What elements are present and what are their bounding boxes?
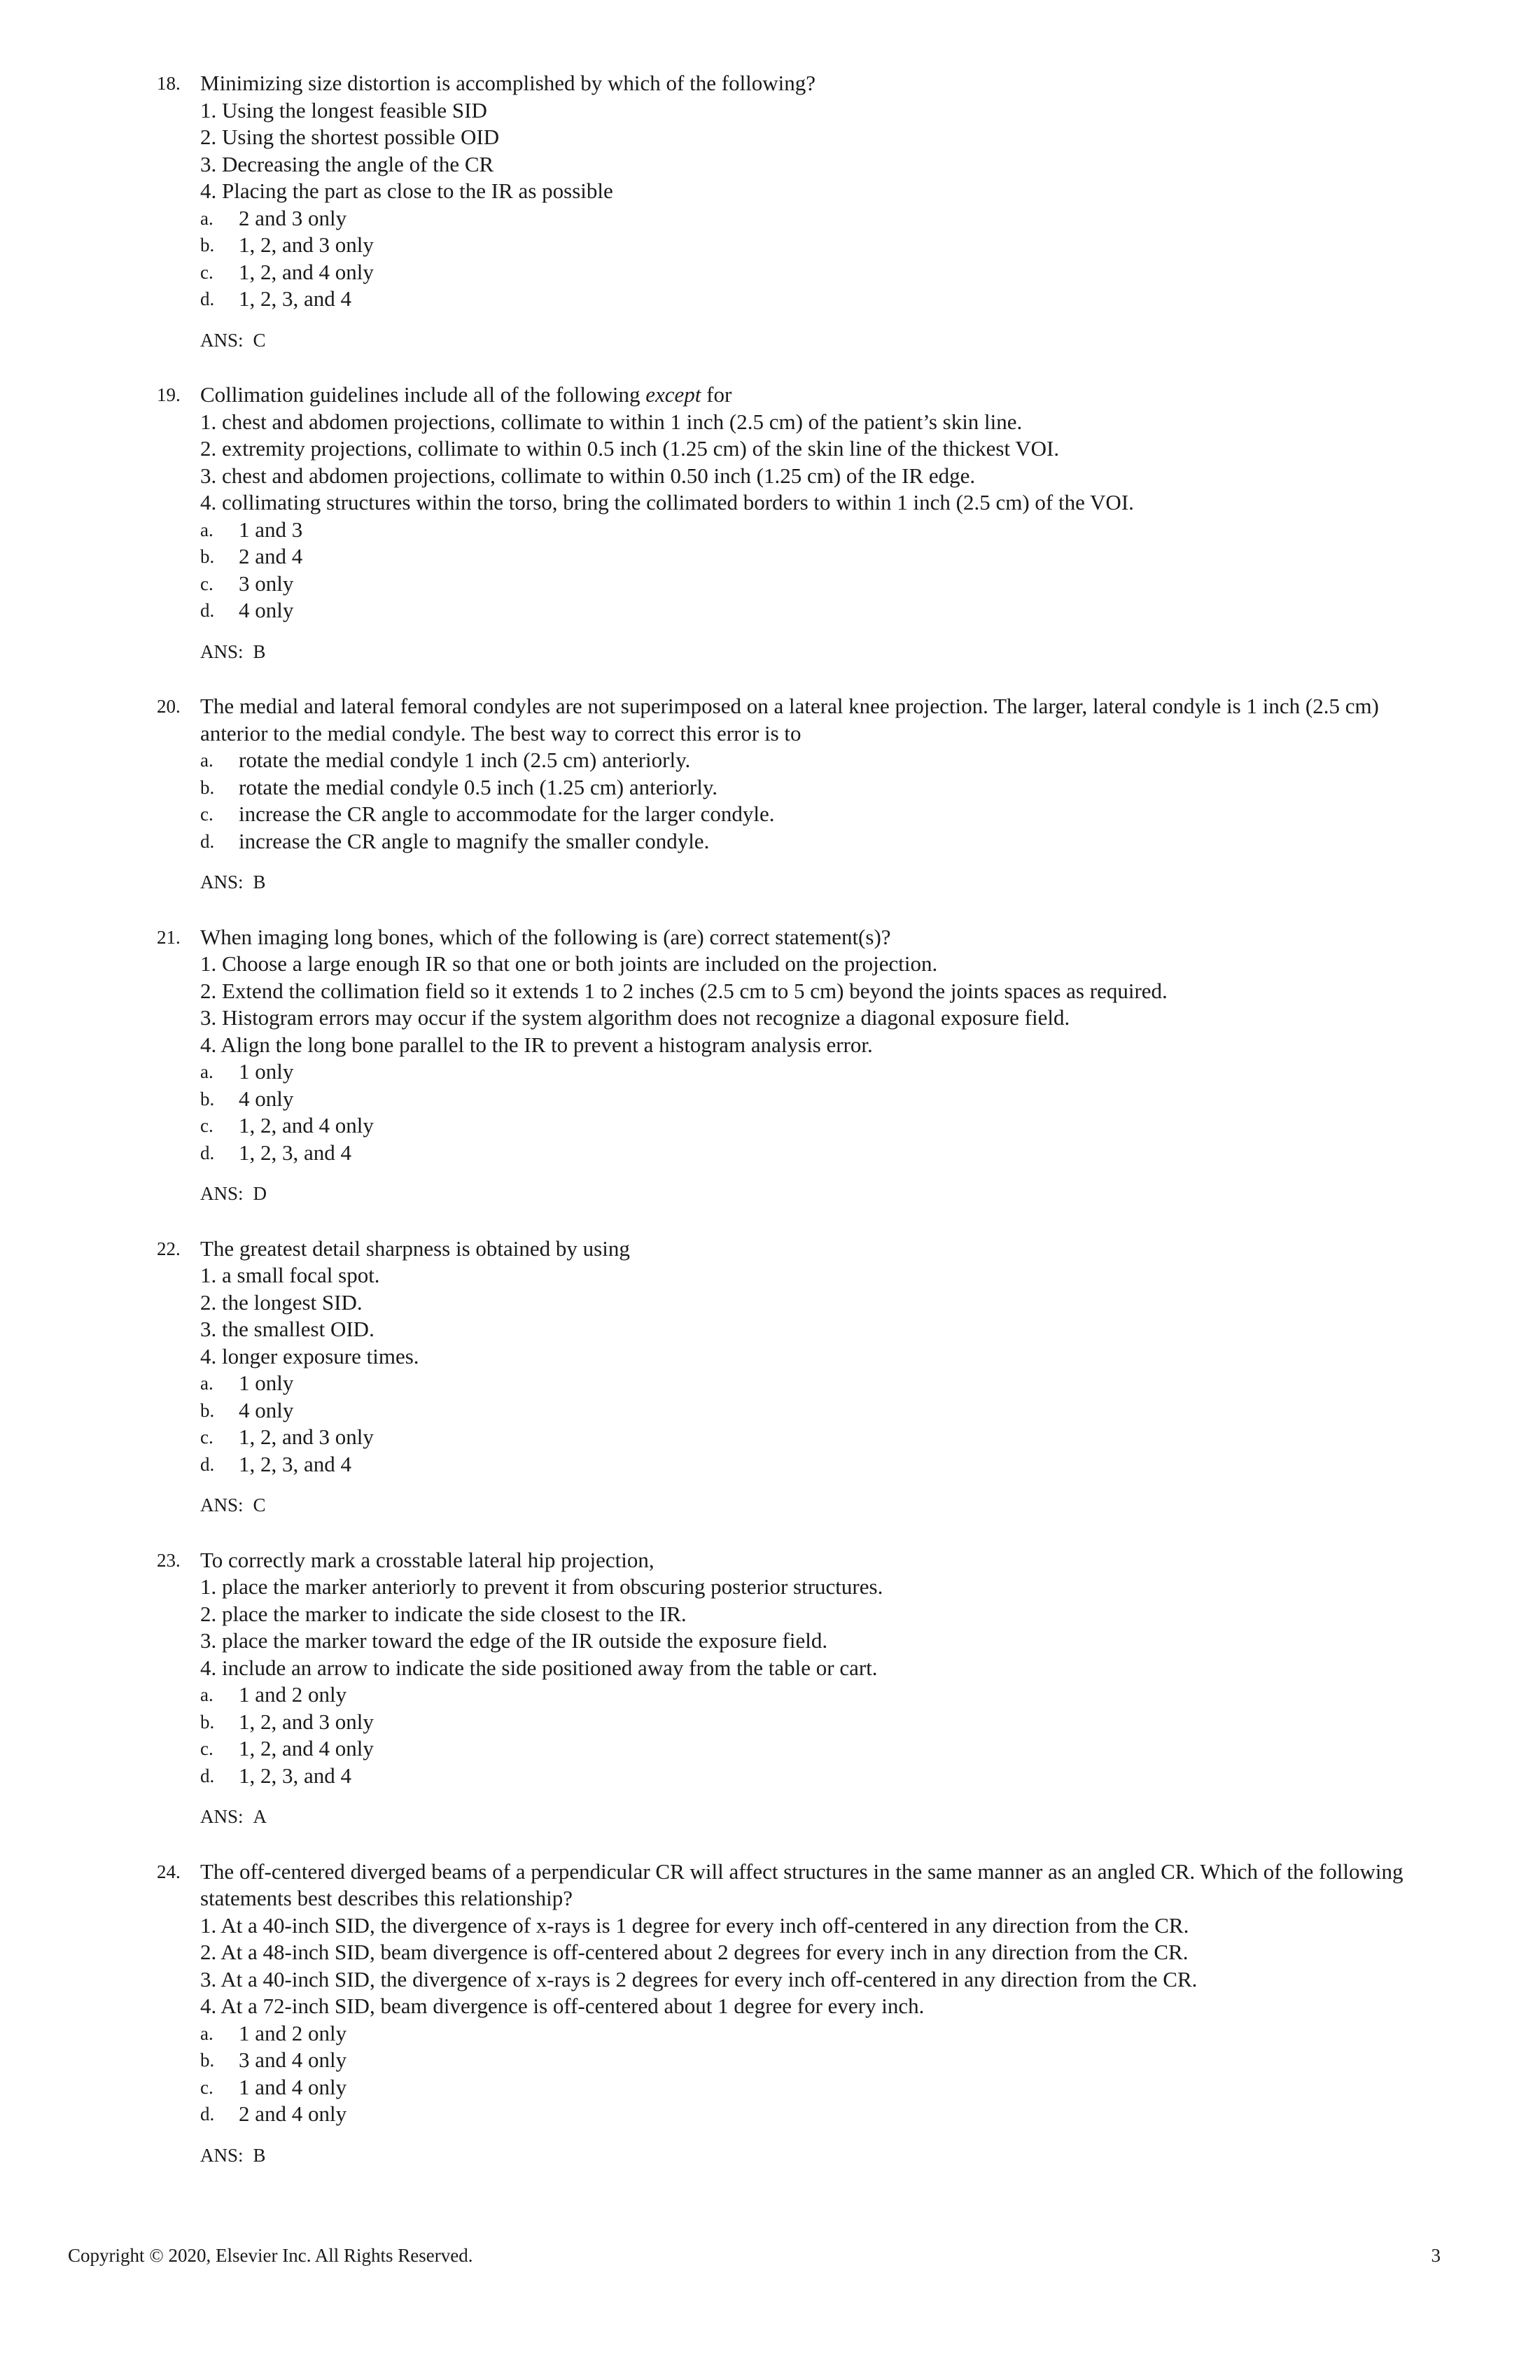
choice-letter: a. — [200, 2022, 214, 2044]
choice-letter: d. — [200, 288, 215, 309]
page-number: 3 — [1431, 2245, 1441, 2266]
choice-letter: d. — [200, 1765, 215, 1786]
statement: 3. Histogram errors may occur if the system algorithm does not recognize a diagonal exposure field. — [200, 1005, 1070, 1030]
stem-text: for — [701, 382, 732, 407]
statement: 3. chest and abdomen projections, collimate to within 0.50 inch (1.25 cm) of the IR edge. — [200, 463, 976, 488]
page-footer — [68, 2245, 1441, 2273]
choice-letter: c. — [200, 261, 214, 283]
statement: 1. chest and abdomen projections, collimate to within 1 inch (2.5 cm) of the patient’s skin line. — [200, 409, 1023, 434]
answer-key — [200, 2142, 1432, 2169]
question-stem: Minimizing size distortion is accomplished by which of the following? — [200, 71, 816, 95]
choice-letter: a. — [200, 1061, 214, 1082]
answer-label: ANS: — [200, 872, 244, 892]
choice-text: 1, 2, and 4 only — [239, 1113, 374, 1138]
statement: 2. Extend the collimation field so it extends 1 to 2 inches (2.5 cm to 5 cm) beyond the joints spaces as required. — [200, 978, 1168, 1003]
answer-choice — [200, 1397, 1432, 1424]
answer-choice — [200, 570, 1432, 598]
answer-value: D — [253, 1183, 267, 1204]
statement: 2. Using the shortest possible OID — [200, 125, 500, 149]
statement: 1. place the marker anteriorly to prevent it from obscuring posterior structures. — [200, 1574, 883, 1599]
choice-letter: a. — [200, 519, 214, 540]
choice-text: 1 and 2 only — [239, 2020, 347, 2045]
stem-text: Collimation guidelines include all of the following — [200, 382, 646, 407]
choice-text: increase the CR angle to accommodate for the larger condyle. — [239, 802, 775, 826]
question-24 — [0, 1858, 1540, 2169]
answer-value: C — [253, 329, 266, 351]
choice-letter: d. — [200, 1142, 215, 1163]
choice-letter: a. — [200, 750, 214, 771]
statement: 4. longer exposure times. — [200, 1343, 419, 1368]
statement: 1. Using the longest feasible SID — [200, 97, 487, 122]
choice-text: rotate the medial condyle 1 inch (2.5 cm) anteriorly. — [239, 748, 691, 772]
answer-key — [200, 869, 1432, 896]
choice-letter: b. — [200, 1399, 215, 1421]
answer-choice — [200, 1370, 1432, 1397]
choice-text: 3 only — [239, 570, 294, 596]
choice-text: 1, 2, and 4 only — [239, 1736, 374, 1760]
answer-choice — [200, 2074, 1432, 2101]
statement: 3. the smallest OID. — [200, 1317, 374, 1341]
statement: 4. collimating structures within the torso, bring the collimated borders to within 1 inch (2.5 cm) of the VOI. — [200, 490, 1134, 514]
answer-choice — [200, 1763, 1432, 1790]
statement: 4. Align the long bone parallel to the IR to prevent a histogram analysis error. — [200, 1032, 873, 1057]
answer-value: B — [253, 640, 266, 662]
answer-choice — [200, 828, 1432, 855]
answer-choice — [200, 774, 1432, 802]
question-number: 19. — [157, 384, 181, 405]
answer-value: C — [253, 1494, 266, 1516]
stem-emphasis: except — [645, 382, 701, 407]
choice-text: 1, 2, and 3 only — [239, 1424, 374, 1449]
question-stem: The greatest detail sharpness is obtained by using — [200, 1236, 630, 1261]
answer-choice — [200, 597, 1432, 624]
question-number: 20. — [157, 696, 181, 717]
statement: 3. At a 40-inch SID, the divergence of x-rays is 2 degrees for every inch off-centered in any direction from the CR. — [200, 1966, 1198, 1991]
answer-label: ANS: — [200, 329, 244, 351]
choice-text: 1, 2, 3, and 4 — [239, 1140, 352, 1165]
answer-choice — [200, 1058, 1432, 1086]
answer-choice — [200, 1709, 1432, 1736]
answer-value: B — [253, 872, 266, 892]
statement: 4. Placing the part as close to the IR as possible — [200, 178, 613, 203]
question-21 — [0, 924, 1540, 1208]
answer-label: ANS: — [200, 1183, 244, 1204]
question-stem: To correctly mark a crosstable lateral hip projection, — [200, 1547, 654, 1572]
choice-text: 1, 2, and 3 only — [239, 232, 374, 257]
answer-choice — [200, 517, 1432, 544]
choice-letter: d. — [200, 2104, 215, 2124]
choice-text: 1 and 3 — [239, 517, 303, 542]
statement: 3. Decreasing the angle of the CR — [200, 151, 494, 176]
choice-letter: c. — [200, 2076, 214, 2098]
choice-letter: a. — [200, 1373, 214, 1394]
choice-text: 3 and 4 only — [239, 2047, 347, 2072]
answer-choice — [200, 801, 1432, 828]
question-stem: The medial and lateral femoral condyles are not superimposed on a lateral knee projection. The larger, lateral condyle is 1 inch (2.5 cm) anterior to the medial condyle. The best way to correct this error is to — [200, 694, 1379, 746]
choice-letter: a. — [200, 1684, 214, 1705]
question-19 — [0, 382, 1540, 665]
question-number: 18. — [157, 73, 181, 94]
choice-text: 4 only — [239, 1086, 294, 1111]
choice-letter: a. — [200, 207, 214, 229]
choice-letter: d. — [200, 830, 215, 852]
choice-text: 1 only — [239, 1059, 294, 1084]
statement: 2. extremity projections, collimate to within 0.5 inch (1.25 cm) of the skin line of the thickest VOI. — [200, 436, 1060, 461]
choice-text: 1, 2, 3, and 4 — [239, 1763, 352, 1788]
choice-text: 2 and 4 — [239, 544, 303, 568]
answer-key — [200, 1803, 1432, 1830]
choice-letter: c. — [200, 804, 214, 825]
choice-text: 4 only — [239, 1397, 294, 1422]
answer-label: ANS: — [200, 1806, 244, 1827]
choice-text: 2 and 4 only — [239, 2101, 347, 2126]
answer-choice — [200, 1086, 1432, 1113]
answer-choice — [200, 286, 1432, 313]
choice-text: 1, 2, and 4 only — [239, 259, 374, 284]
statement: 2. At a 48-inch SID, beam divergence is off-centered about 2 degrees for every inch in any direction from the CR. — [200, 1940, 1189, 1964]
question-18 — [0, 70, 1540, 354]
statement: 1. Choose a large enough IR so that one or both joints are included on the projection. — [200, 951, 938, 976]
choice-text: 2 and 3 only — [239, 205, 347, 230]
choice-letter: b. — [200, 546, 215, 567]
answer-label: ANS: — [200, 640, 244, 662]
statement: 1. At a 40-inch SID, the divergence of x-rays is 1 degree for every inch off-centered in any direction from the CR. — [200, 1912, 1189, 1938]
choice-letter: d. — [200, 1453, 215, 1475]
question-20 — [0, 693, 1540, 896]
choice-text: 4 only — [239, 598, 294, 622]
choice-letter: d. — [200, 600, 215, 621]
answer-key — [200, 327, 1432, 354]
question-stem: The off-centered diverged beams of a perpendicular CR will affect structures in the same manner as an angled CR. Which of the following statements best describes this relationship? — [200, 1858, 1404, 1910]
choice-text: 1 and 2 only — [239, 1682, 347, 1707]
answer-choice — [200, 205, 1432, 232]
question-stem — [200, 382, 1432, 409]
choice-text: rotate the medial condyle 0.5 inch (1.25 cm) anteriorly. — [239, 774, 718, 799]
answer-choice — [200, 1140, 1432, 1167]
question-number: 21. — [157, 926, 181, 948]
choice-letter: b. — [200, 2050, 215, 2071]
answer-value: B — [253, 2144, 266, 2166]
answer-key — [200, 1492, 1432, 1519]
answer-label: ANS: — [200, 1494, 244, 1516]
choice-letter: b. — [200, 234, 215, 255]
answer-choice — [200, 2101, 1432, 2128]
answer-choice — [200, 1451, 1432, 1478]
choice-letter: b. — [200, 1088, 215, 1110]
answer-choice — [200, 543, 1432, 570]
answer-choice — [200, 259, 1432, 286]
statement: 4. include an arrow to indicate the side positioned away from the table or cart. — [200, 1655, 878, 1680]
answer-choice — [200, 2047, 1432, 2074]
answer-choice — [200, 1424, 1432, 1451]
answer-choice — [200, 1681, 1432, 1709]
question-number: 22. — [157, 1238, 181, 1259]
statement: 2. place the marker to indicate the side closest to the IR. — [200, 1601, 687, 1626]
copyright-notice: Copyright © 2020, Elsevier Inc. All Rights Reserved. — [68, 2245, 473, 2266]
choice-text: 1, 2, 3, and 4 — [239, 1451, 352, 1476]
statement: 4. At a 72-inch SID, beam divergence is off-centered about 1 degree for every inch. — [200, 1994, 925, 2018]
answer-choice — [200, 747, 1432, 774]
answer-choice — [200, 1735, 1432, 1763]
answer-value: A — [253, 1806, 267, 1827]
question-number: 23. — [157, 1549, 181, 1571]
choice-text: 1 and 4 only — [239, 2074, 347, 2099]
question-23 — [0, 1547, 1540, 1830]
statement: 2. the longest SID. — [200, 1289, 363, 1315]
choice-text: 1, 2, 3, and 4 — [239, 286, 352, 311]
answer-key — [200, 1180, 1432, 1208]
choice-letter: c. — [200, 1115, 214, 1136]
answer-label: ANS: — [200, 2144, 244, 2166]
question-22 — [0, 1236, 1540, 1519]
answer-choice — [200, 232, 1432, 259]
answer-choice — [200, 2020, 1432, 2047]
choice-text: 1 only — [239, 1371, 294, 1395]
question-number: 24. — [157, 1861, 181, 1882]
answer-key — [200, 638, 1432, 666]
choice-letter: c. — [200, 1427, 214, 1448]
choice-letter: b. — [200, 776, 215, 798]
choice-letter: b. — [200, 1711, 215, 1732]
statement: 1. a small focal spot. — [200, 1263, 380, 1287]
question-stem: When imaging long bones, which of the following is (are) correct statement(s)? — [200, 924, 891, 949]
statement: 3. place the marker toward the edge of the IR outside the exposure field. — [200, 1628, 828, 1653]
choice-text: increase the CR angle to magnify the smaller condyle. — [239, 828, 710, 853]
answer-choice — [200, 1112, 1432, 1140]
question-list — [0, 70, 1540, 2197]
choice-text: 1, 2, and 3 only — [239, 1709, 374, 1734]
choice-letter: c. — [200, 1738, 214, 1759]
choice-letter: c. — [200, 573, 214, 594]
